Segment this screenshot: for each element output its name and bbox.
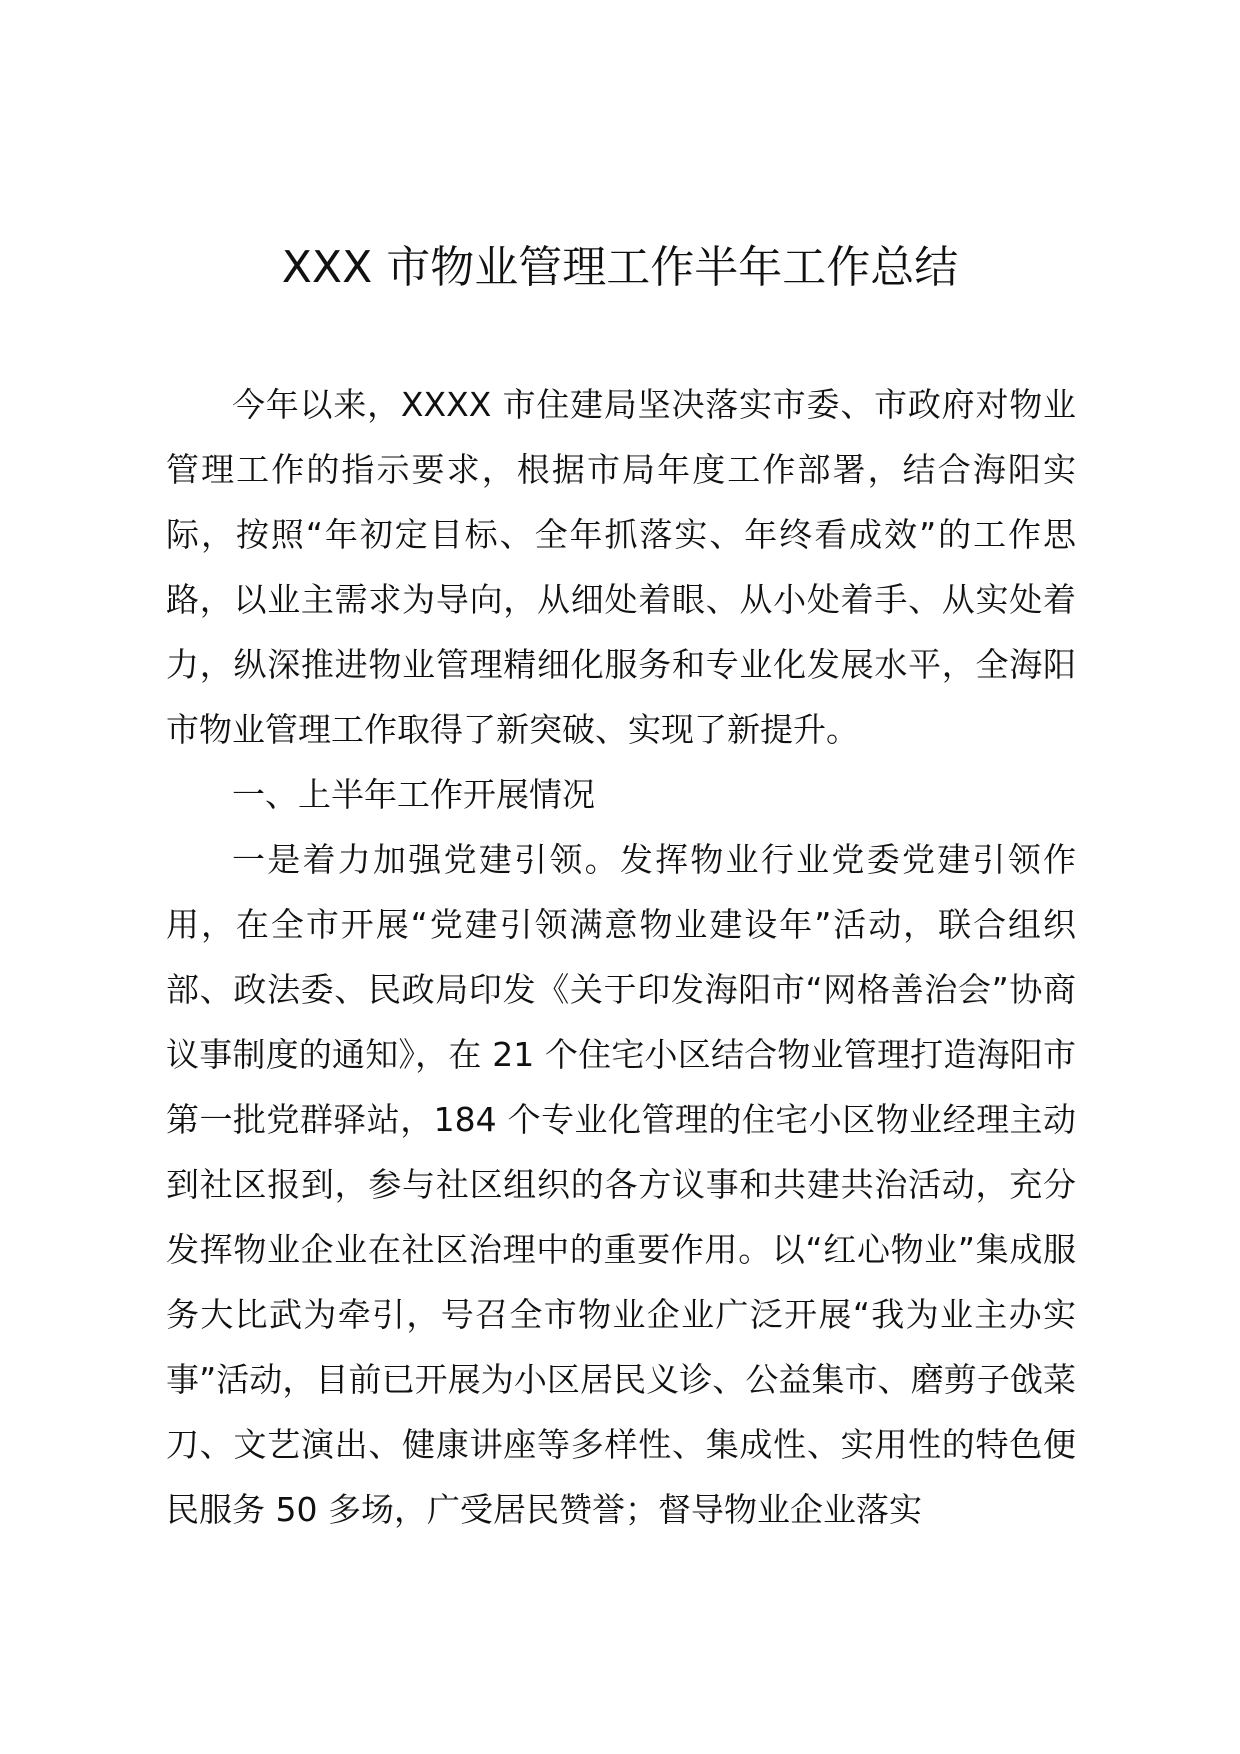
section-heading: 一、上半年工作开展情况: [232, 775, 595, 814]
intro-paragraph: 今年以来，XXXX 市住建局坚决落实市委、市政府对物业管理工作的指示要求，根据市局年度工作部署，结合海阳实际，按照“年初定目标、全年抓落实、年终看成效”的工作思路，以业主需求为导向，从细处着眼、从小处着手、从实处着力，纵深推进物业管理精细化服务和专业化发展水平，全海阳市物业管理工作取得了新突破、实现了新提升。: [166, 385, 1076, 749]
document-body: [166, 372, 1076, 1542]
party-building-paragraph: 一是着力加强党建引领。发挥物业行业党委党建引领作用，在全市开展“党建引领满意物业建设年”活动，联合组织部、政法委、民政局印发《关于印发海阳市“网格善治会”协商议事制度的通知》，在 21 个住宅小区结合物业管理打造海阳市第一批党群驿站，184 个专业化管理的住宅小区物业经理主动到社区报到，参与社区组织的各方议事和共建共治活动，充分发挥物业企业在社区治理中的重要作用。以“红心物业”集成服务大比武为牵引，号召全市物业企业广泛开展“我为业主办实事”活动，目前已开展为小区居民义诊、公益集市、磨剪子戗菜刀、文艺演出、健康讲座等多样性、集成性、实用性的特色便民服务 50 多场，广受居民赞誉；督导物业企业落实: [166, 840, 1076, 1529]
document-title: XXX 市物业管理工作半年工作总结: [281, 242, 959, 293]
